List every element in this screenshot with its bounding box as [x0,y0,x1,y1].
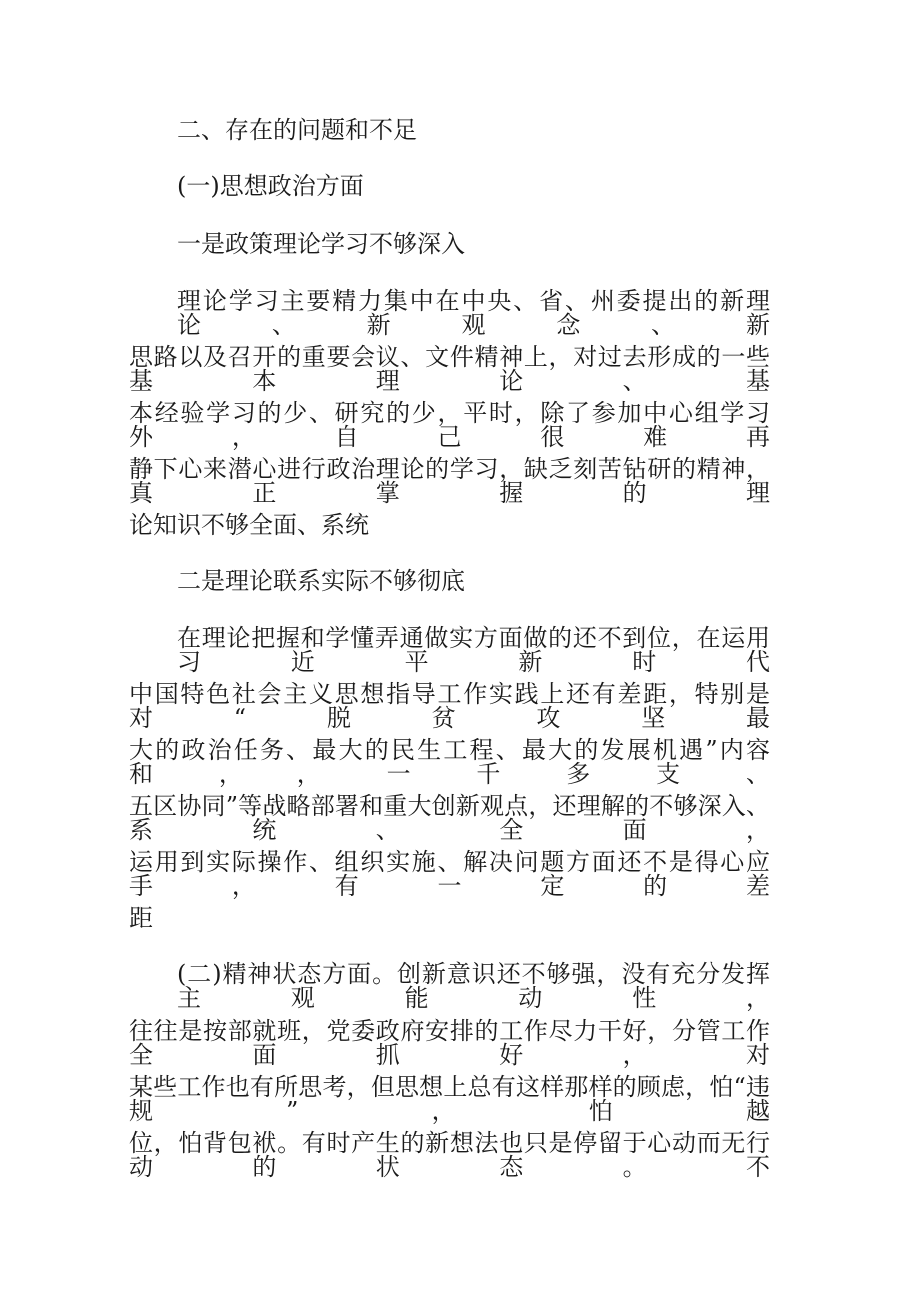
paragraph-line: 理论学习主要精力集中在中央、省、州委提出的新理论、新观念、新 [177,287,770,339]
paragraph-line: 中国特色社会主义思想指导工作实践上还有差距，特别是对“脱贫攻坚最 [129,680,770,732]
point-1-title: 一是政策理论学习不够深入 [177,230,465,258]
section-heading: 二、存在的问题和不足 [177,116,417,144]
paragraph-line: 位，怕背包袱。有时产生的新想法也只是停留于心动而无行动的状态。不 [129,1129,770,1181]
paragraph-line: (二)精神状态方面。创新意识还不够强，没有充分发挥主观能动性， [177,960,770,1012]
subheading-ideological: (一)思想政治方面 [177,172,364,200]
paragraph-line: 五区协同”等战略部署和重大创新观点，还理解的不够深入、系统、全面， [129,792,770,844]
paragraph-line: 大的政治任务、最大的民生工程、最大的发展机遇”内容和，，一千多支、 [129,736,770,788]
paragraph-line: 本经验学习的少、研究的少，平时，除了参加中心组学习外，自己很难再 [129,399,770,451]
paragraph-line: 静下心来潜心进行政治理论的学习，缺乏刻苦钻研的精神，真正掌握的理 [129,455,770,507]
paragraph-line: 在理论把握和学懂弄通做实方面做的还不到位，在运用习近平新时代 [177,624,770,676]
paragraph-line: 往往是按部就班，党委政府安排的工作尽力干好，分管工作全面抓好，对 [129,1017,770,1069]
paragraph-line: 距 [129,904,153,932]
paragraph-line: 论知识不够全面、系统 [129,511,369,539]
paragraph-line: 运用到实际操作、组织实施、解决问题方面还不是得心应手，有一定的差 [129,848,770,900]
paragraph-line: 某些工作也有所思考，但思想上总有这样那样的顾虑，怕“违规”，怕越 [129,1073,770,1125]
point-2-title: 二是理论联系实际不够彻底 [177,567,465,595]
paragraph-line: 思路以及召开的重要会议、文件精神上，对过去形成的一些基本理论、基 [129,343,770,395]
